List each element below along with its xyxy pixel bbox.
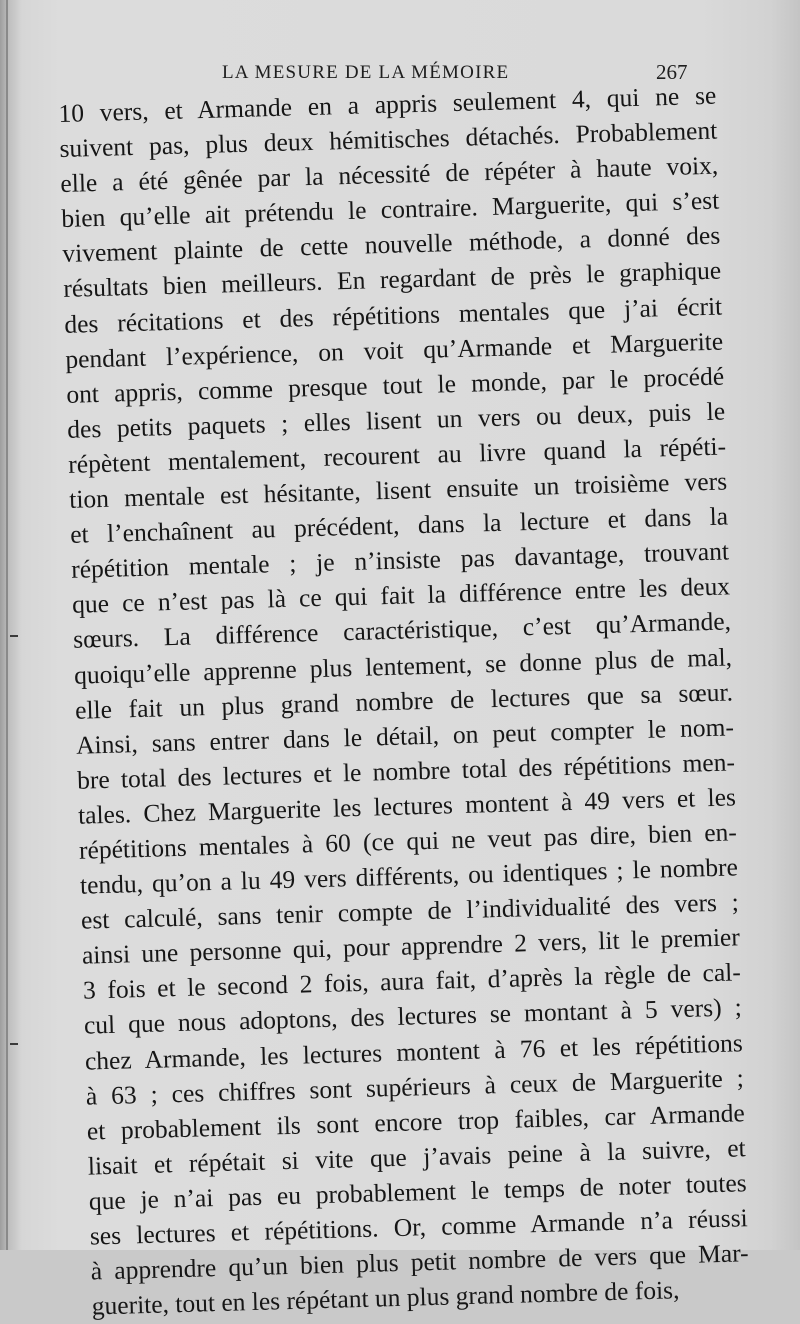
text-line: bien qu’elle ait prétendu le contraire. Marguerite, qui s’est (61, 185, 720, 234)
text-line: 10 vers, et Armande en a appris seulement 4, qui ne se (58, 80, 717, 128)
text-line: tales. Chez Marguerite les lectures montent à 49 vers et les (77, 782, 737, 830)
text-line: des petits paquets ; elles lisent un vers ou deux, puis le (66, 396, 726, 444)
text-line: est calculé, sans tenir compte de l’individualité des vers ; (80, 887, 740, 935)
text-line: des récitations et des répétitions mentales que j’ai écrit (63, 291, 723, 339)
text-line: répètent mentalement, recourent au livre quand la répéti- (67, 431, 727, 479)
text-line: lisait et répétait si vite que j’avais peine à la suivre, et (87, 1133, 747, 1181)
text-line: bre total des lectures et le nombre total des répétitions men- (76, 747, 736, 795)
text-line: tendu, qu’on a lu 49 vers différents, ou identiques ; le nombre (79, 852, 739, 900)
text-line: vivement plainte de cette nouvelle méthode, a donné des (62, 220, 721, 269)
binding-mark (10, 1043, 18, 1045)
text-line: cul que nous adoptons, des lectures se montant à 5 vers) ; (83, 992, 743, 1041)
text-line: pendant l’expérience, on voit qu’Armande et Marguerite (64, 326, 724, 374)
text-line: répétition mentale ; je n’insiste pas davantage, trouvant (70, 536, 730, 585)
text-line: ont appris, comme presque tout le monde, par le procédé (65, 361, 725, 409)
text-line: ses lectures et répétitions. Or, comme Armande n’a réussi (89, 1203, 748, 1251)
text-line: chez Armande, les lectures montent à 76 et les répétitions (84, 1027, 744, 1076)
text-line: que ce n’est pas là ce qui fait la différence entre les deux (71, 571, 731, 620)
page-gutter-shadow (6, 0, 8, 1250)
text-line: quoiqu’elle apprenne plus lentement, se donne plus de mal, (73, 641, 733, 690)
text-line: que je n’ai pas eu probablement le temps de noter toutes (88, 1168, 748, 1216)
running-title: LA MESURE DE LA MÉMOIRE (222, 62, 510, 83)
text-line: elle a été gênée par la nécessité de répéter à haute voix, (60, 150, 719, 199)
text-line: tion mentale est hésitante, lisent ensuite un troisième vers (68, 466, 728, 514)
text-line: sœurs. La différence caractéristique, c’est qu’Armande, (72, 606, 732, 655)
text-line: Ainsi, sans entrer dans le détail, on peut compter le nom- (75, 712, 735, 760)
text-line: résultats bien meilleurs. En regardant de près le graphique (62, 256, 722, 304)
page-number: 267 (656, 60, 688, 84)
text-line: à apprendre qu’un bien plus petit nombre de vers que Mar- (90, 1238, 749, 1286)
text-line: et l’enchaînent au précédent, dans la lecture et dans la (69, 501, 729, 549)
text-line: 3 fois et le second 2 fois, aura fait, d’après la règle de cal- (82, 957, 742, 1005)
text-line: répétitions mentales à 60 (ce qui ne veut pas dire, bien en- (78, 817, 738, 865)
text-line: et probablement ils sont encore trop faibles, car Armande (86, 1097, 746, 1146)
binding-mark (10, 635, 18, 637)
body-text (58, 77, 774, 1324)
text-line: ainsi une personne qui, pour apprendre 2 vers, lit le premier (81, 922, 741, 970)
text-line: guerite, tout en les répétant un plus grand nombre de fois, (91, 1275, 680, 1321)
text-line: elle fait un plus grand nombre de lectures que sa sœur. (74, 676, 734, 725)
text-line: suivent pas, plus deux hémitisches détachés. Probablement (59, 115, 718, 164)
text-line: à 63 ; ces chiffres sont supérieurs à ceux de Marguerite ; (85, 1062, 745, 1111)
